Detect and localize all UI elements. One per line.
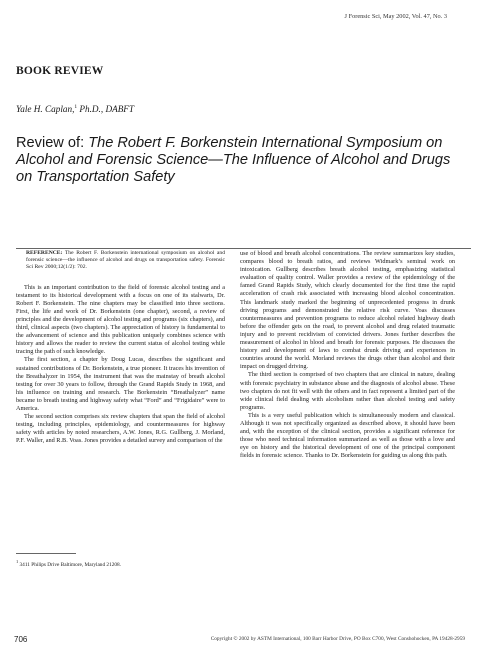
author-name: Yale H. Caplan, [16, 104, 75, 115]
footnote-mark: 1 [16, 559, 19, 564]
author-footnote-mark: 1 [74, 104, 78, 110]
review-title [16, 135, 456, 186]
page-number: 706 [14, 635, 28, 644]
body-paragraph: The second section comprises six review chapters that span the field of alcohol testing, including principles, epidemiology, and countermeasures for highway safety with articles by noted researchers, A.W. Jones, R.G. Gullberg, J. Morland, P.F. Waller, and R.B. Voas. Jones provides a detailed survey and comparison of the [16, 413, 225, 445]
copyright-notice: Copyright © 2002 by ASTM International, 100 Barr Harbor Drive, PO Box C700, West Conshohocken, PA 19428-2959 [210, 636, 465, 642]
right-column [240, 250, 455, 460]
review-title-text: The Robert F. Borkenstein International Symposium on Alcohol and Forensic Science—The Influence of Alcohol and Drugs on Transportation Safety [16, 135, 451, 185]
left-column [16, 250, 225, 445]
review-title-lead: Review of: [16, 135, 89, 151]
reference-abstract [16, 250, 225, 272]
title-divider [16, 248, 471, 249]
journal-reference: J Forensic Sci, May 2002, Vol. 47, No. 3 [344, 13, 447, 20]
reference-label: REFERENCE: [26, 250, 63, 256]
footnote-divider [16, 553, 76, 554]
body-paragraph: The third section is comprised of two chapters that are clinical in nature, dealing with forensic psychiatry in substance abuse and the diagnosis of alcohol abuse. These two chapters do not fit well with the others and in fact represent a limited part of the wide clinical field dealing with alcoholism rather than alcohol testing and safety programs. [240, 371, 455, 411]
section-label: BOOK REVIEW [16, 65, 104, 77]
author-line [16, 104, 134, 114]
body-paragraph: use of blood and breath alcohol concentrations. The review summarizes key studies, compares blood to breath ratios, and reviews Widmark’s seminal work on intoxication. Gullberg describes breath alcohol testing, emphasizing statistical evaluation of quality control. Waller provides a review of the epidemiology of the famed Grand Rapids Study, which clearly documented for the first time the rapid acceleration of crash risk associated with increasing blood alcohol concentration. This landmark study marked the beginning of unprecedented progress in drunk driving programs and demonstrated the relative risk curve. Voas discusses countermeasures and prevention programs to reduce alcohol related highway death before the offender gets on the road, to prevent alcohol and drug related traumatic injury and to prevent recidivism of convicted drivers. Jones further describes the measurement of alcohol in blood and breath for forensic purposes. He discusses the history and development of laws to combat drunk driving and experiences in countries around the world. Morland reviews the drugs other than alcohol and their impact on drugged driving. [240, 250, 455, 371]
footnote-text: 3411 Philips Drive Baltimore, Maryland 21208. [18, 561, 121, 568]
body-paragraph: The first section, a chapter by Doug Lucas, describes the significant and sustained contributions of Dr. Borkenstein, a true pioneer. It traces his invention of the Breathalyzer in 1954, the instrument that was the mainstay of breath alcohol testing for over 30 years to follow, through the Grand Rapids Study in 1968, and his influence on training and research. The Borkenstein “Breathalyzer” name became to breath testing and highway safety what “Ford” and “Frigidaire” were to America. [16, 356, 225, 413]
footnote [16, 559, 225, 568]
body-paragraph: This is an important contribution to the field of forensic alcohol testing and a testament to its historical development with a focus on one of its stalwarts, Dr. Robert F. Borkenstein. The nine chapters may be classified into three sections. First, the life and work of Dr. Borkenstein (one chapter), second, a review of principles and the development of alcohol testing and programs (six chapters), and third, clinical aspects (two chapters). The appreciation of history is fundamental to the advancement of science and this publication uniquely combines science with history and allows the reader to review the current status of alcohol testing while tracing the path of such knowledge. [16, 283, 225, 356]
reference-text: The Robert F. Borkenstein international symposium on alcohol and forensic science—the influence of alcohol and drugs on transportation safety. Forensic Sci Rev 2000;12(1/2): 702. [26, 250, 225, 271]
author-degrees: Ph.D., DABFT [77, 104, 135, 115]
body-paragraph: This is a very useful publication which is simultaneously modern and classical. Although it was not specifically organized as described above, it should have been and, with the exception of the clinical section, provides a significant reference for those who need technical information summarized as well as those with a love and eye on history and the historical development of one of the principal component fields in forensic science. Thanks to Dr. Borkenstein for guiding us along this path. [240, 411, 455, 460]
